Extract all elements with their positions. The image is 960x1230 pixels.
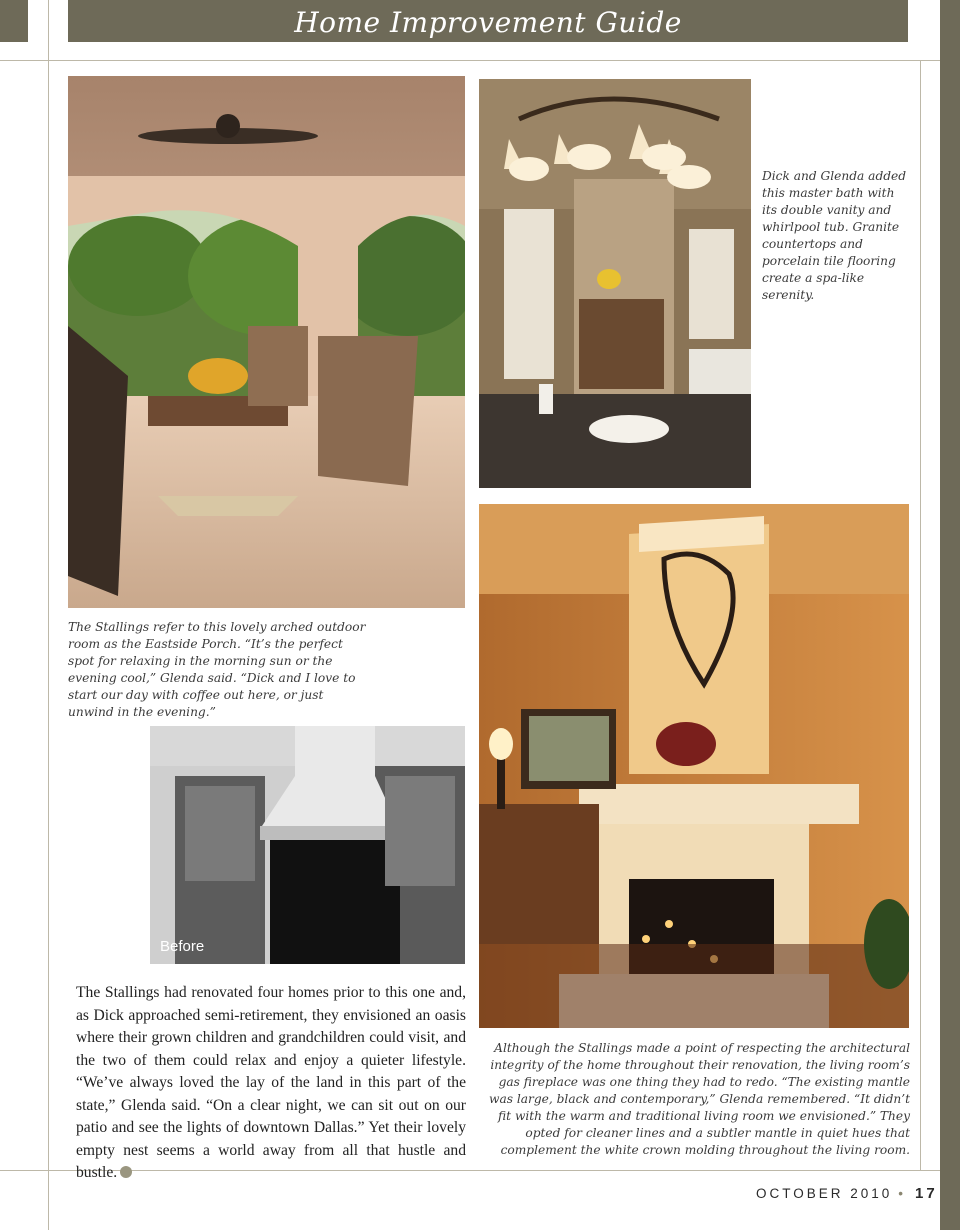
- page-edge-bar: [940, 0, 960, 1230]
- fireplace-photo: [479, 504, 909, 1028]
- issue-date: OCTOBER 2010: [756, 1186, 893, 1201]
- end-mark-icon: [120, 1166, 132, 1178]
- header-left-tab: [0, 0, 28, 42]
- porch-photo: [68, 76, 465, 608]
- before-label: Before: [160, 938, 205, 955]
- article-body-text: The Stallings had renovated four homes prior to this one and, as Dick approached semi-retirement, they envisioned an oasis where their grown children and grandchildren could visit, and the two of them could relax and enjoy a quieter lifestyle. “We’ve always loved the lay of the land in this part of the state,” Glenda said. “On a clear night, we can sit out on our patio and see the lights of downtown Dallas.” Yet their lovely empty nest seems a world away from all that hustle and bustle.: [76, 984, 466, 1181]
- article-body: [76, 982, 466, 1185]
- rule-right: [920, 60, 921, 1170]
- fireplace-caption: Although the Stallings made a point of respecting the architectural integrity of the home throughout their renovation, the living room’s gas fireplace was one thing they had to redo. “The existing mantle was large, black and contemporary,” Glenda remembered. “It didn’t fit with the warm and traditional living room we envisioned.” They opted for cleaner lines and a subtler mantle in quiet hues that complement the white crown molding throughout the living room.: [489, 1041, 910, 1157]
- rule-top: [0, 60, 940, 61]
- page-number: 17: [915, 1185, 938, 1202]
- bath-photo: [479, 79, 751, 488]
- before-photo: [150, 726, 465, 964]
- rule-left: [48, 0, 49, 1230]
- folio: [756, 1185, 938, 1202]
- folio-separator: •: [898, 1186, 904, 1201]
- porch-caption: The Stallings refer to this lovely arched outdoor room as the Eastside Porch. “It’s the perfect spot for relaxing in the morning sun or the evening cool,” Glenda said. “Dick and I love to start our day with coffee out here, or just unwind in the evening.”: [68, 620, 366, 719]
- bath-caption: Dick and Glenda added this master bath with its double vanity and whirlpool tub. Granite countertops and porcelain tile flooring create a spa-like serenity.: [762, 169, 907, 302]
- section-title: Home Improvement Guide: [294, 6, 682, 39]
